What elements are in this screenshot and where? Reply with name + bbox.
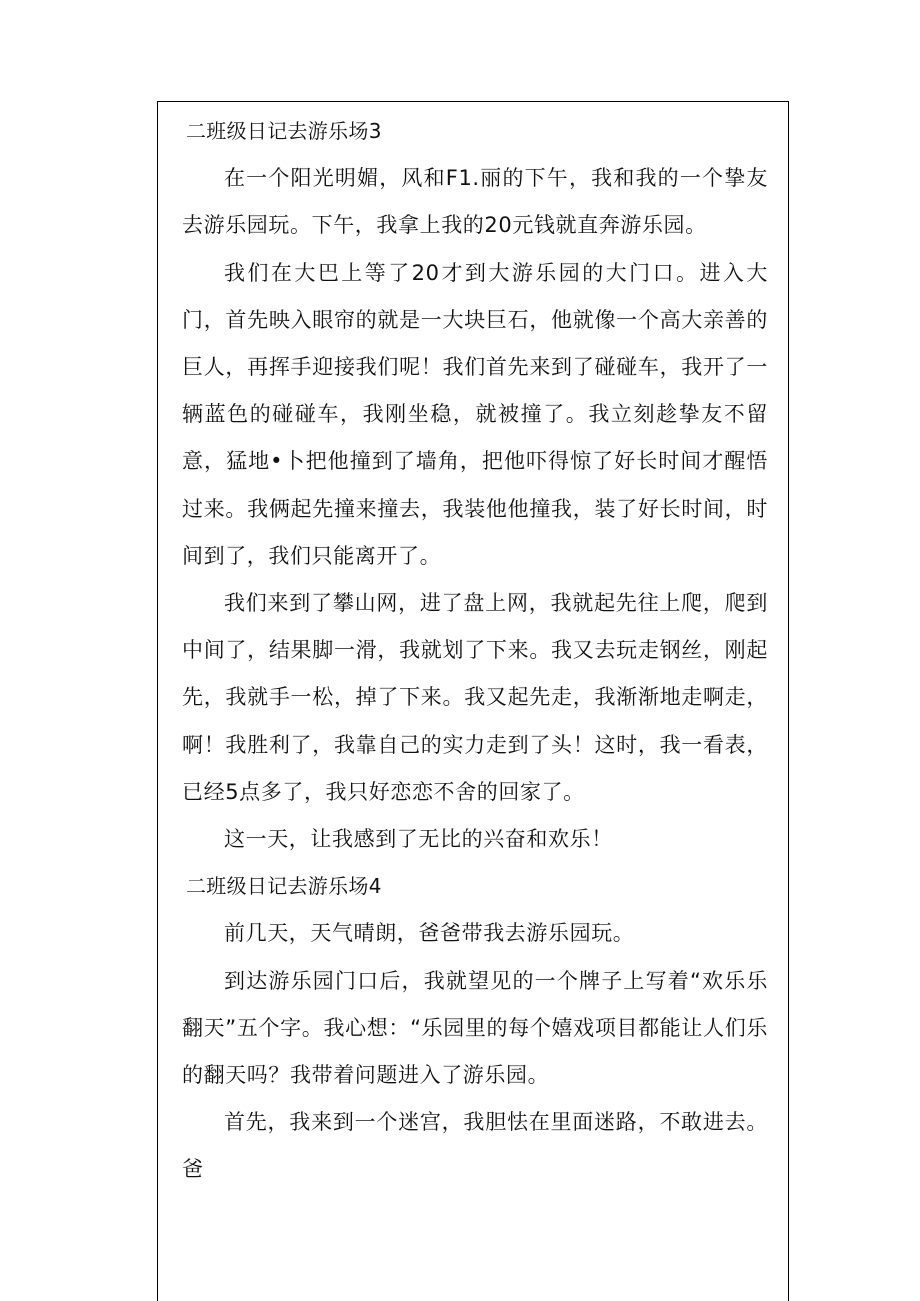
section-4-paragraph-2: 到达游乐园门口后，我就望见的一个牌子上写着“欢乐乐翻天”五个字。我心想：“乐园里的每个嬉戏项目都能让人们乐的翻天吗？我带着问题进入了游乐园。: [182, 968, 768, 1088]
section-3-paragraph-1: 在一个阳光明媚，风和F1.丽的下午，我和我的一个挚友去游乐园玩。下午，我拿上我的20元钱就直奔游乐园。: [182, 166, 768, 238]
page-frame: [157, 101, 789, 1301]
section-3-paragraph-4: 这一天，让我感到了无比的兴奋和欢乐！: [224, 827, 613, 852]
document-body: [182, 108, 768, 1194]
section-4-title: 二班级日记去游乐场4: [186, 874, 382, 899]
section-3-paragraph-3: 我们来到了攀山网，进了盘上网，我就起先往上爬，爬到中间了，结果脚一滑，我就划了下来。我又去玩走钢丝，刚起先，我就手一松，掉了下来。我又起先走，我渐渐地走啊走，啊！我胜利了，我靠自己的实力走到了头！这时，我一看表，已经5点多了，我只好恋恋不舍的回家了。: [182, 591, 768, 804]
section-4-paragraph-1: 前几天，天气晴朗，爸爸带我去游乐园玩。: [224, 921, 635, 946]
section-3-title: 二班级日记去游乐场3: [186, 119, 382, 143]
section-4-paragraph-3: 首先，我来到一个迷宫，我胆怯在里面迷路，不敢进去。爸: [182, 1110, 768, 1182]
section-3-paragraph-2: 我们在大巴上等了20才到大游乐园的大门口。进入大门，首先映入眼帘的就是一大块巨石，他就像一个高大亲善的巨人，再挥手迎接我们呢！我们首先来到了碰碰车，我开了一辆蓝色的碰碰车，我刚坐稳，就被撞了。我立刻趁挚友不留意，猛地•卜把他撞到了墙角，把他吓得惊了好长时间才醒悟过来。我俩起先撞来撞去，我装他他撞我，装了好长时间，时间到了，我们只能离开了。: [182, 260, 768, 568]
